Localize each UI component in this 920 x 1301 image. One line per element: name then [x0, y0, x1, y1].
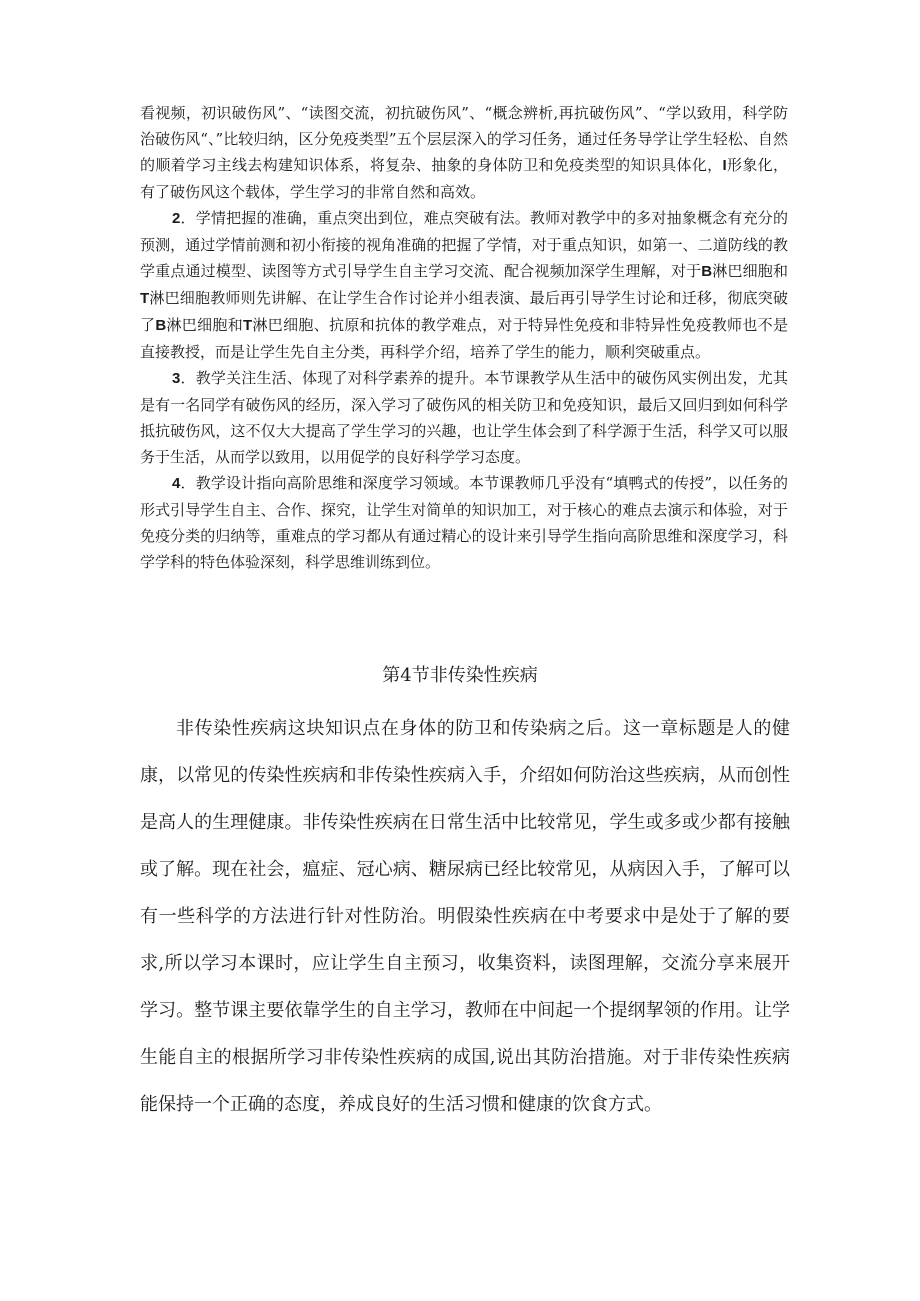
evaluation-text-block	[140, 100, 788, 575]
paragraph-1-bold-mark: I	[722, 157, 727, 174]
paragraph-3-text: ．教学关注生活、体现了对科学素养的提升。本节课教学从生活中的破伤风实例出发，尤其是有一名同学有破伤风的经历，深入学习了破伤风的相关防卫和免疫知识，最后又回归到如何科学抵抗破伤风，这不仅大大提高了学生学习的兴趣，也让学生体会到了科学源于生活，科学又可以服务于生活，从而学以致用，以用促学的良好科学学习态度。	[140, 369, 788, 466]
paragraph-3	[140, 365, 788, 470]
paragraph-2-text-e: 淋巴细胞、抗原和抗体的教学难点，对于特异性免疫和非特异性免疫教师也不是直接教授，而是让学生先自主分类，再科学介绍，培养了学生的能力，顺利突破重点。	[140, 316, 788, 361]
paragraph-2-t-letter-2: T	[243, 317, 253, 334]
paragraph-1	[140, 100, 788, 205]
paragraph-2-text-a: ．学情把握的准确，重点突出到位，难点突破有法。教师对教学中的多对抽象概念有充分的预测，通过学情前测和初小衔接的视角准确的把握了学情，对于重点知识，如第一、二道防线的教学重点通过模型、读图等方式引导学生自主学习交流、配合视频加深学生理解，对于	[140, 209, 788, 280]
paragraph-2-b-letter-2: B	[155, 317, 167, 334]
paragraph-2-number: 2	[172, 210, 181, 227]
paragraph-2-text-b: 淋巴细胞和	[712, 262, 788, 280]
section-body: 非传染性疾病这块知识点在身体的防卫和传染病之后。这一章标题是人的健康，以常见的传染性疾病和非传染性疾病入手，介绍如何防治这些疾病，从而创性是高人的生理健康。非传染性疾病在日常生活中比较常见，学生或多或少都有接触或了解。现在社会，瘟症、冠心病、糖尿病已经比较常见，从病因入手，了解可以有一些科学的方法进行针对性防治。明假染性疾病在中考要求中是处于了解的要求,所以学习本课时，应让学生自主预习，收集资料，读图理解，交流分享来展开学习。整节课主要依靠学生的自主学习，教师在中间起一个提纲挈领的作用。让学生能自主的根据所学习非传染性疾病的成国,说出其防治措施。对于非传染性疾病能保持一个正确的态度，养成良好的生活习惯和健康的饮食方式。	[140, 718, 790, 1115]
section-title: 第4节非传染性疾病	[382, 665, 538, 686]
paragraph-2	[140, 205, 788, 365]
paragraph-3-number: 3	[172, 370, 181, 387]
paragraph-1-text: 看视频，初识破伤风”、“读图交流，初抗破伤风”、“概念辨析,再抗破伤风”、“学以致用，科学防治破伤风“、”比较归纳，区分免疫类型”五个层层深入的学习任务，通过任务导学让学生轻松、自然的顺着学习主线去构建知识体系，将复杂、抽象的身体防卫和免疫类型的知识具体化，	[140, 104, 788, 174]
paragraph-4-text: ．教学设计指向高阶思维和深度学习领域。本节课教师几乎没有“填鸭式的传授”，以任务的形式引导学生自主、合作、探究，让学生对简单的知识加工，对于核心的难点去演示和体验，对于免疫分类的归纳等，重难点的学习都从有通过精心的设计来引导学生指向高阶思维和深度学习，科学学科的特色体验深刻，科学思维训练到位。	[140, 474, 788, 571]
paragraph-2-t-letter: T	[140, 290, 150, 307]
paragraph-4-number: 4	[172, 475, 181, 492]
paragraph-4	[140, 470, 788, 575]
paragraph-2-text-c: 淋巴细胞教师则先讲解、在让学生合作讨论并小组表演、最后再引导学生讨论和迁移，彻底突破了	[140, 289, 788, 334]
paragraph-1-text-end: 形象化，有了破伤风这个载体，学生学习的非常自然和高效。	[140, 156, 788, 201]
paragraph-2-text-d: 淋巴细胞和	[166, 316, 244, 334]
paragraph-2-b-letter: B	[701, 263, 713, 280]
